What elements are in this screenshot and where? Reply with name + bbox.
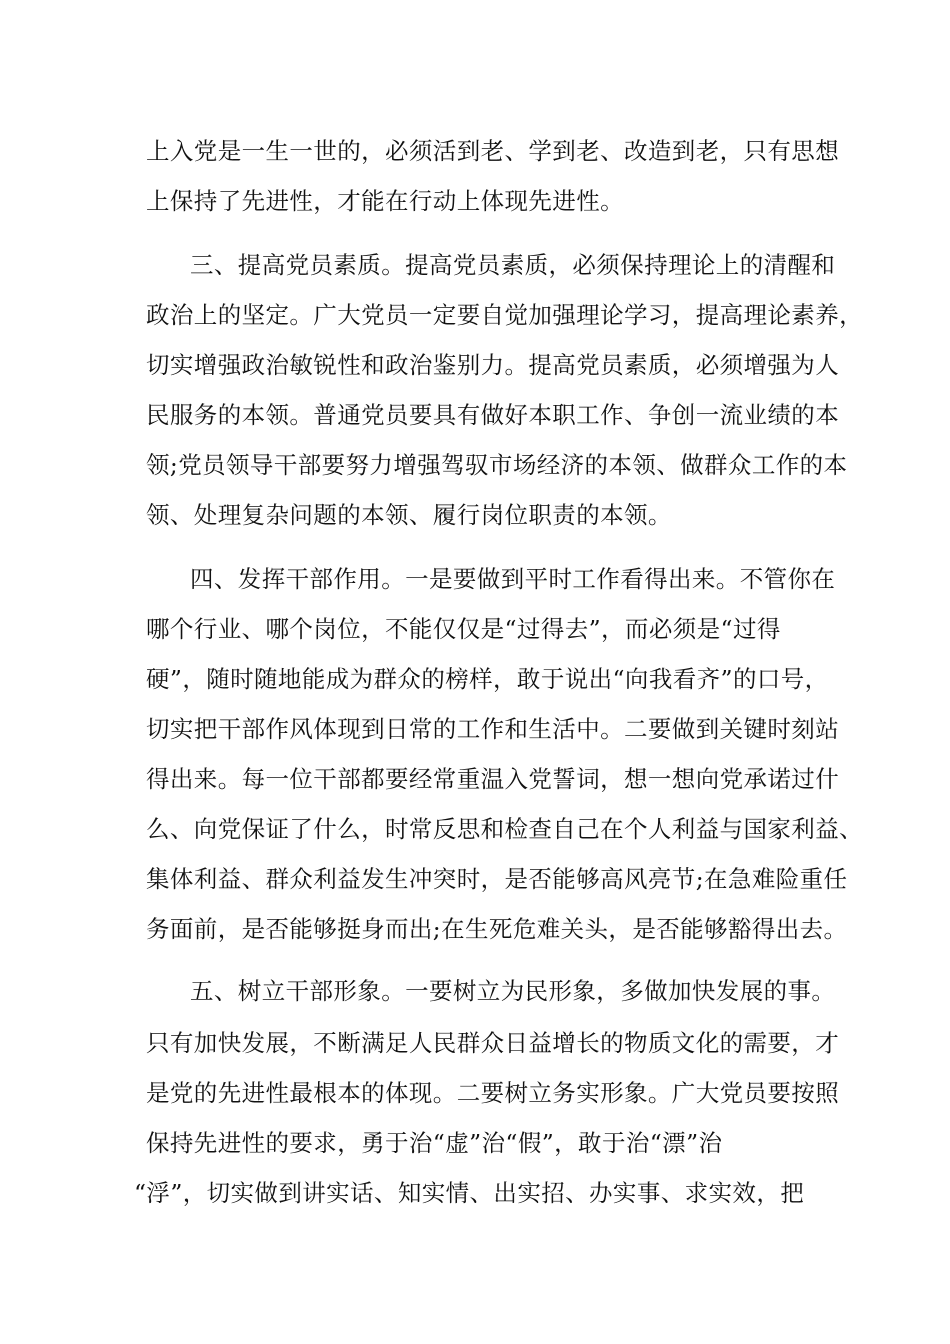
text-line: 么、向党保证了什么，时常反思和检查自己在个人利益与国家利益、 xyxy=(146,815,863,843)
text-line: 保持先进性的要求，勇于治“虚”治“假”，敢于治“漂”治 xyxy=(146,1129,723,1157)
paragraph-heading-4: 四、发挥干部作用。一是要做到平时工作看得出来。不管你在 xyxy=(190,565,836,593)
text-line: 得出来。每一位干部都要经常重温入党誓词，想一想向党承诺过什 xyxy=(146,765,840,793)
text-line: 务面前，是否能够挺身而出;在生死危难关头，是否能够豁得出去。 xyxy=(146,915,848,943)
text-line: 哪个行业、哪个岗位，不能仅仅是“过得去”，而必须是“过得 xyxy=(146,615,781,643)
text-line: 切实把干部作风体现到日常的工作和生活中。二要做到关键时刻站 xyxy=(146,715,840,743)
paragraph-heading-3: 三、提高党员素质。提高党员素质，必须保持理论上的清醒和 xyxy=(190,251,836,279)
text-line: 是党的先进性最根本的体现。二要树立务实形象。广大党员要按照 xyxy=(146,1079,840,1107)
text-line: 切实增强政治敏锐性和政治鉴别力。提高党员素质，必须增强为人 xyxy=(146,351,840,379)
text-line: 集体利益、群众利益发生冲突时，是否能够高风亮节;在急难险重任 xyxy=(146,865,848,893)
text-line: 领;党员领导干部要努力增强驾驭市场经济的本领、做群众工作的本 xyxy=(146,451,848,479)
text-line: 上保持了先进性，才能在行动上体现先进性。 xyxy=(146,187,624,215)
paragraph-heading-5: 五、树立干部形象。一要树立为民形象，多做加快发展的事。 xyxy=(190,977,836,1005)
text-line: 民服务的本领。普通党员要具有做好本职工作、争创一流业绩的本 xyxy=(146,401,840,429)
text-line: 领、处理复杂问题的本领、履行岗位职责的本领。 xyxy=(146,501,672,529)
text-line: “浮”，切实做到讲实话、知实情、出实招、办实事、求实效，把 xyxy=(134,1179,805,1207)
text-line: 上入党是一生一世的，必须活到老、学到老、改造到老，只有思想 xyxy=(146,137,840,165)
text-line: 政治上的坚定。广大党员一定要自觉加强理论学习，提高理论素养， xyxy=(146,301,863,329)
text-line: 硬”，随时随地能成为群众的榜样，敢于说出“向我看齐”的口号， xyxy=(146,665,829,693)
text-line: 只有加快发展，不断满足人民群众日益增长的物质文化的需要，才 xyxy=(146,1029,840,1057)
